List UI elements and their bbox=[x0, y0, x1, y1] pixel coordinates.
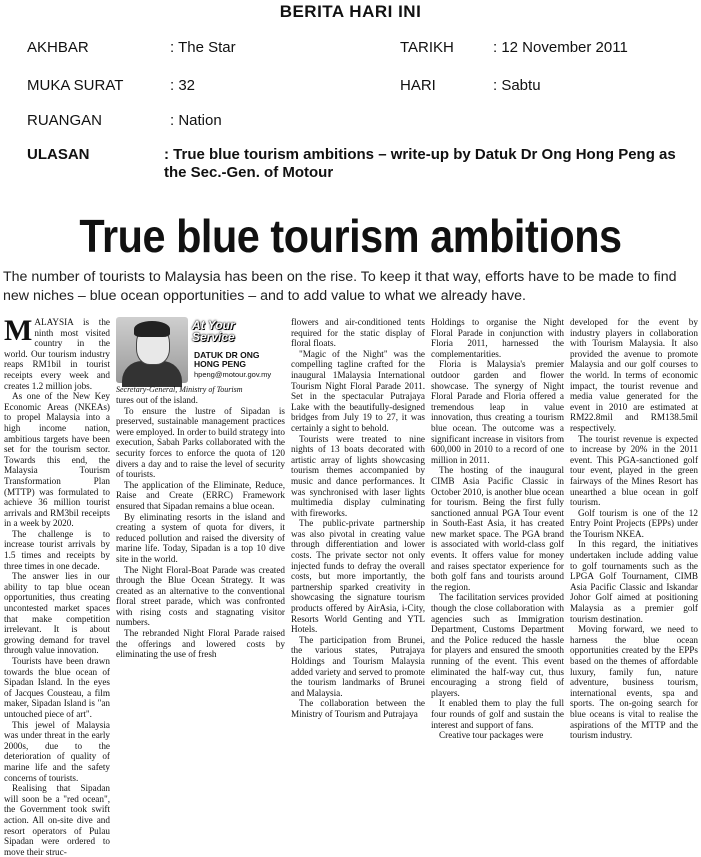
paragraph: The participation from Brunei, the various states, Putrajaya Holdings and Tourism Malaysia added variety and served to promote the tourism landmarks of Brunei and Malaysia. bbox=[291, 634, 425, 698]
column-2 bbox=[116, 395, 285, 692]
paragraph bbox=[4, 314, 110, 391]
paragraph: The Night Floral-Boat Parade was created through the Blue Ocean Strategy. It was created as an alternative to the conventional floral street parade, which was confronted with rising costs and stagnating visitor numbers. bbox=[116, 564, 285, 628]
paragraph: Floria is Malaysia's premier outdoor garden and flower showcase. The synergy of Night Floral Parade and Floria offered a tremendous leap in value innovation, thus creating a tourism blue ocean. The outcome was a significant increase in visitors from 600,000 in 2010 to a record of one million in 2011. bbox=[431, 359, 564, 465]
paragraph: The collaboration between the Ministry of Tourism and Putrajaya bbox=[291, 698, 425, 719]
muka-surat-value: : 32 bbox=[170, 77, 196, 94]
clipping-title: BERITA HARI INI bbox=[279, 2, 422, 21]
columnist-email: hpeng@motour.gov.my bbox=[194, 370, 272, 379]
column-5 bbox=[570, 317, 698, 741]
columnist-name: DATUK DR ONG HONG PENG bbox=[194, 350, 260, 369]
paragraph: Tourists were treated to nine nights of 13 boats decorated with artistic array of lights showcasing tourism themes accompanied by music and dance performances. It was synchronised with laser lights multimedia display culminating with fireworks. bbox=[291, 433, 425, 518]
akhbar-value: : The Star bbox=[170, 39, 236, 56]
paragraph: It enabled them to play the full four rounds of golf and sustain the interest and support of fans. bbox=[431, 698, 564, 730]
column-logo: At Your Service bbox=[192, 318, 235, 344]
paragraph: flowers and air-conditioned tents required for the static display of floral floats. bbox=[291, 317, 425, 349]
paragraph: Moving forward, we need to harness the blue ocean opportunities created by the EPPs based on the themes of affordable luxury, family fun, nature adventure, business tourism, international events, spa and sports. The on-going search for blue oceans is vital to realise the aspirations of the MTTP and the tourism industry. bbox=[570, 624, 698, 741]
paragraph: Golf tourism is one of the 12 Entry Point Projects (EPPs) under the Tourism NKEA. bbox=[570, 507, 698, 539]
columnist-photo bbox=[116, 317, 188, 383]
ruangan-label: RUANGAN bbox=[27, 112, 103, 129]
paragraph-text: ALAYSIA is the ninth most visited country in the world. Our tourism industry reaps RM1bil in tourist receipts every week and creates 1.2 million jobs. bbox=[4, 317, 110, 391]
article-body bbox=[4, 314, 698, 857]
paragraph: As one of the New Key Economic Areas (NKEAs) to propel Malaysia into a high income nation, ambitious targets have been set for the tourism sector. Towards this end, the Malaysia Tourism Transformation Plan (MTTP) was formulated to achieve 36 million tourist arrivals and RM3bil receipts in a week by 2020. bbox=[4, 391, 110, 529]
paragraph: Realising that Sipadan will soon be a "red ocean", the Government took swift action. All on-site dive and resort operators of Pulau Sipadan were ordered to move their struc- bbox=[4, 783, 110, 857]
paragraph: developed for the event by industry players in collaboration with Tourism Malaysia. It also provided the avenue to promote Malaysia and our golf courses to the world. In terms of economic impact, the tourist revenue and media value generated for the event in 2010 are estimated at RM22.8mil and RM138.5mil respectively. bbox=[570, 317, 698, 433]
article-headline: True blue tourism ambitions bbox=[79, 210, 622, 262]
column-3 bbox=[291, 317, 425, 719]
akhbar-label: AKHBAR bbox=[27, 39, 89, 56]
paragraph: To ensure the lustre of Sipadan is preserved, sustainable management practices were employed. In order to build strategy into execution, Sabah Parks collaborated with the security forces to enforce the quota of 120 divers a day and to raise the level of security of tourists. bbox=[116, 405, 285, 480]
drop-cap: M bbox=[4, 314, 33, 347]
paragraph: Creative tour packages were bbox=[439, 730, 544, 741]
ulasan-value: : True blue tourism ambitions – write-up by Datuk Dr Ong Hong Peng as the Sec.-Gen. of Motour bbox=[164, 146, 676, 181]
paragraph: Holdings to organise the Night Floral Parade in conjunction with Floria 2011, harnessed the complementarities. bbox=[431, 317, 564, 359]
paragraph: The answer lies in our ability to tap blue ocean opportunities, thus creating uncontested market spaces that make competition irrelevant. It is about growing demand for travel through value innovation. bbox=[4, 571, 110, 656]
paragraph: In this regard, the initiatives undertaken include adding value to golf tournaments such as the LPGA Golf Tournament, CIMB Asia Pacific Classic and Iskandar Johor Golf aimed at positioning Malaysia as a premier golf tourism destination. bbox=[570, 539, 698, 624]
article-standfirst: The number of tourists to Malaysia has been on the rise. To keep it that way, efforts have to be made to find new niches – blue ocean opportunities – and to add value to what we already have. bbox=[3, 269, 677, 304]
paragraph: By eliminating resorts in the island and creating a system of quota for divers, it reduced pollution and raised the diversity of marine life. Today, Sipadan is a top 10 dive site in the world. bbox=[116, 511, 285, 564]
hari-value: : Sabtu bbox=[493, 77, 541, 94]
paragraph: The application of the Eliminate, Reduce, Raise and Create (ERRC) Framework ensured that Sipadan remains a blue ocean. bbox=[116, 479, 285, 511]
paragraph: The hosting of the inaugural CIMB Asia Pacific Classic in October 2010, is another blue ocean for tourism. Being the first fully sanctioned annual PGA Tour event in South-East Asia, it has created new market space. The PGA brand is associated with world-class golf events. It offers value for money and raises spectator experience for both golf fans and tourists around the region. bbox=[431, 465, 564, 592]
ruangan-value: : Nation bbox=[170, 112, 222, 129]
paragraph: This jewel of Malaysia was under threat in the early 2000s, due to the deterioration of quality of marine life and the safety concerns of tourists. bbox=[4, 719, 110, 783]
paragraph: "Magic of the Night" was the compelling tagline crafted for the inaugural 1Malaysia International Tourism Night Floral Parade 2011. Set in the spectacular Putrajaya Lake with the beautifully-designed bridges from July 19 to 27, it was certainly a sight to behold. bbox=[291, 348, 425, 433]
ulasan-label: ULASAN bbox=[27, 146, 90, 163]
hari-label: HARI bbox=[400, 77, 436, 94]
paragraph: tures out of the island. bbox=[116, 395, 198, 405]
columnist-mugshot bbox=[116, 317, 285, 393]
paragraph: The facilitation services provided though the close collaboration with agencies such as Immigration Department, Customs Department and the Police reduced the hassle for players and ensured the smooth running of the event. This event eliminated the half-way cut, thus encouraging a strong field of players. bbox=[431, 592, 564, 698]
paragraph: The challenge is to increase tourist arrivals by 1.5 times and receipts by three times in one decade. bbox=[4, 528, 110, 571]
paragraph: Tourists have been drawn towards the blue ocean of Sipadan Island. In the eyes of Jacques Cousteau, a film maker, Sipadan Island is "an untouched piece of art". bbox=[4, 656, 110, 719]
columnist-role: Secretary-General, Ministry of Tourism bbox=[116, 385, 243, 394]
column-4 bbox=[431, 317, 564, 741]
column-1 bbox=[4, 314, 110, 857]
column-2-wrap bbox=[116, 317, 285, 692]
tarikh-value: : 12 November 2011 bbox=[493, 39, 628, 56]
tarikh-label: TARIKH bbox=[400, 39, 454, 56]
paragraph: The rebranded Night Floral Parade raised the offerings and lowered costs by eliminating the use of fresh bbox=[116, 628, 285, 660]
paragraph: The tourist revenue is expected to increase by 20% in the 2011 event. This PGA-sanctioned golf tour event, played in the green fairways of the Mines Resort has unearthed a blue ocean in golf tourism. bbox=[570, 433, 698, 508]
muka-surat-label: MUKA SURAT bbox=[27, 77, 124, 94]
paragraph: The public-private partnership was also pivotal in creating value through differentiation and lower costs. The private sector not only injected funds to defray the overall costs, but more importantly, the partnership sparked creativity in showcasing the signature tourism products offered by AirAsia, i-City, Resorts World Genting and YTL Hotels. bbox=[291, 518, 425, 635]
